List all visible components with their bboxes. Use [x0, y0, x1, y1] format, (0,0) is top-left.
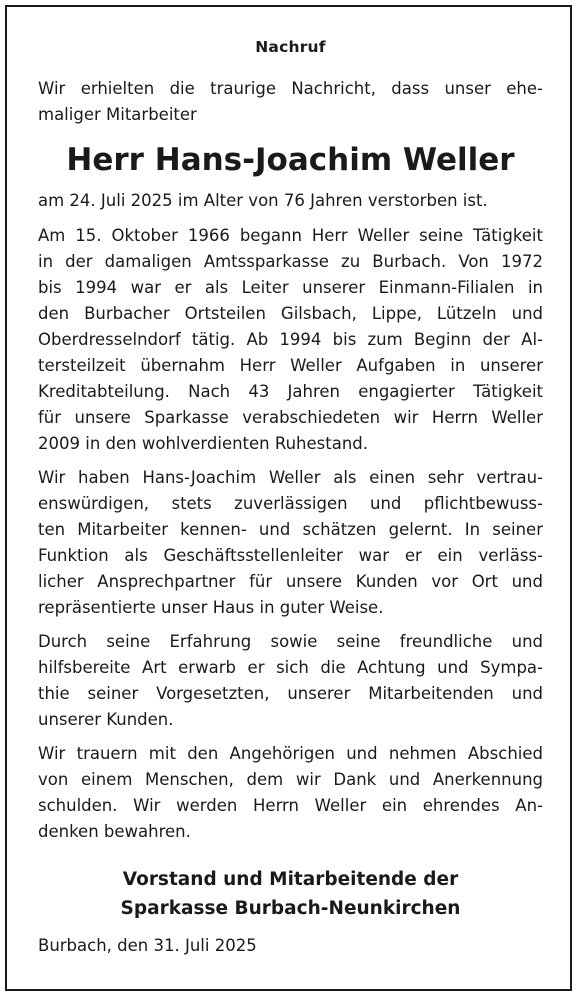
- intro-line: maliger Mitarbeiter: [38, 105, 197, 124]
- death-line: am 24. Juli 2025 im Alter von 76 Jahren verstorben ist.: [38, 191, 488, 210]
- body-line: Kreditabteilung. Nach 43 Jahren engagierter Tätigkeit: [38, 382, 543, 401]
- character-paragraph: [38, 465, 543, 621]
- death-date-line: [38, 188, 543, 214]
- body-line: schulden. Wir werden Herrn Weller ein ehrendes An-: [38, 796, 543, 815]
- respect-paragraph: [38, 629, 543, 733]
- notice-heading: Nachruf: [255, 38, 326, 56]
- body-line: denken bewahren.: [38, 822, 191, 841]
- career-paragraph: [38, 223, 543, 457]
- deceased-name: Herr Hans-Joachim Weller: [66, 142, 515, 178]
- body-line: 2009 in den wohlverdienten Ruhestand.: [38, 434, 369, 453]
- body-line: thie seiner Vorgesetzten, unserer Mitarbeitenden und: [38, 684, 543, 703]
- mourning-paragraph: [38, 741, 543, 845]
- obituary-notice: [38, 38, 543, 959]
- signature-line: Vorstand und Mitarbeitende der: [122, 869, 459, 890]
- body-line: licher Ansprechpartner für unsere Kunden vor Ort und: [38, 572, 543, 591]
- body-line: für unsere Sparkasse verabschiedeten wir Herrn Weller: [38, 408, 543, 427]
- intro-paragraph: [38, 76, 543, 128]
- body-line: in der damaligen Amtssparkasse zu Burbach. Von 1972: [38, 252, 543, 271]
- signature-block: [38, 865, 543, 923]
- body-line: hilfsbereite Art erwarb er sich die Achtung und Sympa-: [38, 658, 543, 677]
- body-line: den Burbacher Ortsteilen Gilsbach, Lippe, Lützeln und: [38, 304, 543, 323]
- body-line: Funktion als Geschäftsstellenleiter war er ein verläss-: [38, 546, 543, 565]
- body-line: Wir haben Hans-Joachim Weller als einen sehr vertrau-: [38, 468, 543, 487]
- body-line: tersteilzeit übernahm Herr Weller Aufgaben in unserer: [38, 356, 543, 375]
- body-line: enswürdigen, stets zuverlässigen und pflichtbewuss-: [38, 494, 543, 513]
- body-line: ten Mitarbeiter kennen- und schätzen gelernt. In seiner: [38, 520, 543, 539]
- body-line: Oberdresselndorf tätig. Ab 1994 bis zum Beginn der Al-: [38, 330, 543, 349]
- body-line: Wir trauern mit den Angehörigen und nehmen Abschied: [38, 744, 543, 763]
- body-line: Am 15. Oktober 1966 begann Herr Weller seine Tätigkeit: [38, 226, 543, 245]
- body-line: unserer Kunden.: [38, 710, 174, 729]
- signature-line: Sparkasse Burbach-Neunkirchen: [120, 898, 461, 919]
- body-line: von einem Menschen, dem wir Dank und Anerkennung: [38, 770, 543, 789]
- intro-line: Wir erhielten die traurige Nachricht, dass unser ehe-: [38, 79, 543, 98]
- body-line: Durch seine Erfahrung sowie seine freundliche und: [38, 632, 543, 651]
- place-date-line: Burbach, den 31. Juli 2025: [38, 936, 257, 955]
- body-line: repräsentierte unser Haus in guter Weise.: [38, 598, 384, 617]
- body-line: bis 1994 war er als Leiter unserer Einmann-Filialen in: [38, 278, 543, 297]
